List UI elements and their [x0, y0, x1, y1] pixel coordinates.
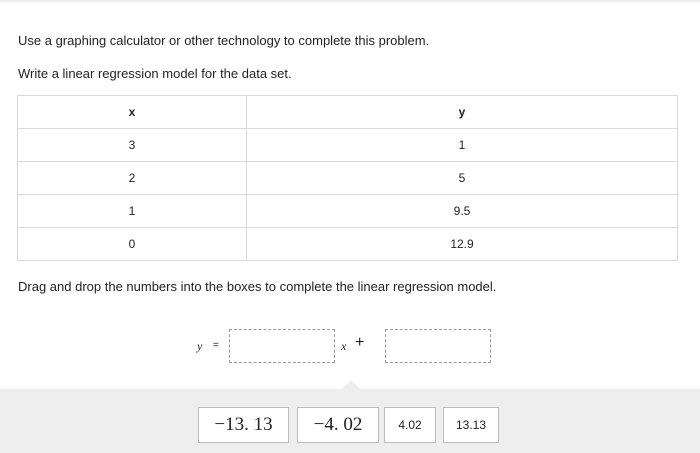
tray-pointer	[341, 380, 361, 390]
equation-y-variable: y	[197, 339, 203, 353]
table-cell-y: 12.9	[247, 228, 678, 261]
table-header-row	[18, 96, 678, 129]
table-cell-x: 1	[18, 195, 247, 228]
table-row	[18, 228, 678, 261]
table-cell-y: 5	[247, 162, 678, 195]
problem-prompt: Write a linear regression model for the data set.	[18, 66, 292, 81]
answer-tile[interactable]: 4.02	[384, 407, 436, 443]
table-row	[18, 129, 678, 162]
equation-plus-sign: +	[355, 334, 365, 351]
answer-tile[interactable]: −13. 13	[198, 407, 289, 443]
equation-area	[17, 304, 678, 390]
answer-tile[interactable]: 13.13	[443, 407, 499, 443]
intercept-drop-box[interactable]	[385, 329, 491, 363]
problem-instruction: Use a graphing calculator or other technology to complete this problem.	[18, 33, 430, 48]
column-header-y: y	[247, 96, 678, 129]
table-cell-x: 2	[18, 162, 247, 195]
table-row	[18, 195, 678, 228]
top-border	[0, 0, 700, 4]
equation-x-variable: x	[341, 339, 347, 353]
data-table	[17, 95, 678, 261]
table-cell-y: 9.5	[247, 195, 678, 228]
table-cell-x: 3	[18, 129, 247, 162]
table-cell-y: 1	[247, 129, 678, 162]
column-header-x: x	[18, 96, 247, 129]
table-cell-x: 0	[18, 228, 247, 261]
equation-equals-sign: =	[213, 340, 219, 351]
slope-drop-box[interactable]	[229, 329, 335, 363]
answer-tile[interactable]: −4. 02	[297, 407, 379, 443]
table-row	[18, 162, 678, 195]
drag-instruction: Drag and drop the numbers into the boxes to complete the linear regression model.	[18, 279, 497, 294]
